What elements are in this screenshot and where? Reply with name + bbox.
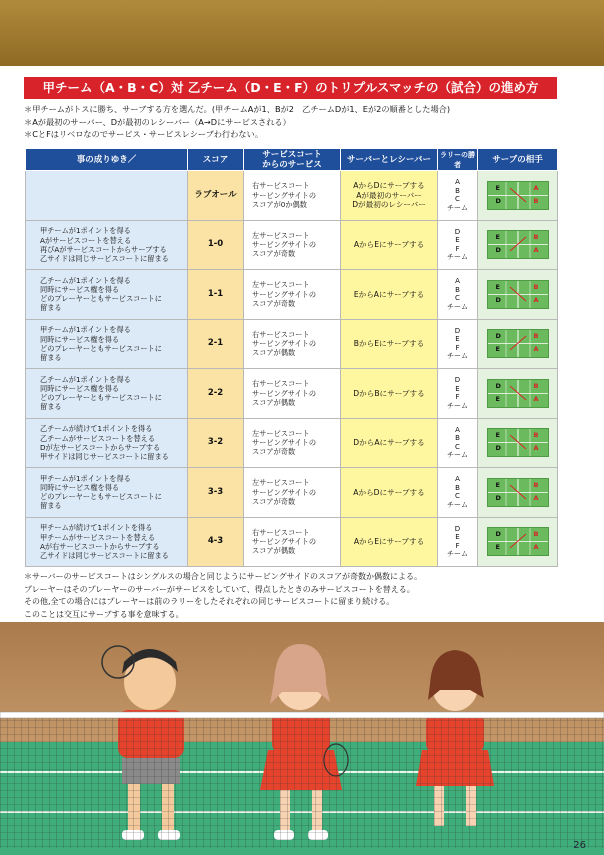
header-event: 事の成りゆき／: [26, 149, 188, 171]
note-line: ＊甲チームがトスに勝ち、サーブする方を選んだ。(甲チームAが1、Bが2 乙チームDが1、Eが2の順番とした場合): [24, 104, 451, 114]
court-position-label: E: [495, 394, 500, 403]
court-position-label: A: [533, 183, 539, 192]
court-diagram: [487, 527, 549, 556]
note-line: ＊CとFはリベロなのでサービス・サービスレシーブわ行わない。: [24, 129, 263, 139]
court-position-label: E: [495, 480, 500, 489]
score-cell: 3-2: [188, 418, 244, 468]
service-court-cell: 左サービスコート サービングサイトの スコアが奇数: [244, 468, 341, 518]
server-receiver-cell: BからEにサーブする: [341, 319, 438, 369]
header-opponent: サーブの相手: [478, 149, 558, 171]
event-cell: 乙チームが1ポイントを得る 同時にサービス権を得る どのプレーヤーともサービスコートに 留まる: [26, 369, 188, 419]
court-diagram: [487, 379, 549, 408]
court-position-label: A: [533, 543, 539, 552]
footnotes: [24, 571, 584, 621]
court-diagram-cell: [478, 171, 558, 221]
court-diagram-cell: [478, 220, 558, 270]
rally-winner-cell: A B C チーム: [438, 468, 478, 518]
server-receiver-cell: DからBにサーブする: [341, 369, 438, 419]
header-score: スコア: [188, 149, 244, 171]
court-position-label: B: [533, 233, 539, 242]
court-position-label: E: [495, 345, 500, 354]
court-position-label: D: [495, 530, 501, 539]
court-position-label: D: [495, 444, 501, 453]
rally-winner-cell: D E F チーム: [438, 319, 478, 369]
net: [0, 718, 604, 848]
court-position-label: A: [533, 493, 539, 502]
court-diagram-cell: [478, 270, 558, 320]
event-cell: 甲チームが1ポイントを得る 同時にサービス権を得る どのプレーヤーともサービスコートに 留まる: [26, 468, 188, 518]
table-header-row: [26, 149, 558, 171]
score-cell: 2-1: [188, 319, 244, 369]
court-diagram: [487, 280, 549, 309]
score-cell: 2-2: [188, 369, 244, 419]
court-position-label: E: [495, 282, 500, 291]
server-receiver-cell: AからEにサーブする: [341, 517, 438, 567]
server-receiver-cell: EからAにサーブする: [341, 270, 438, 320]
court-diagram: [487, 181, 549, 210]
service-court-cell: 右サービスコート サービングサイトの スコアが偶数: [244, 369, 341, 419]
match-progress-table: [25, 148, 558, 567]
court-position-label: B: [533, 480, 539, 489]
intro-notes: [24, 103, 584, 141]
rally-winner-cell: D E F チーム: [438, 517, 478, 567]
court-diagram-cell: [478, 517, 558, 567]
badminton-illustration: [0, 622, 604, 855]
note-line: ＊Aが最初のサーバー、Dが最初のレシーバー（A→Dにサービスされる）: [24, 116, 291, 127]
page-title: 甲チーム（A・B・C）対 乙チーム（D・E・F）のトリプルスマッチの（試合）の進め方: [24, 77, 557, 99]
footnote-line: このことは交互にサーブする事を意味する。: [24, 609, 184, 619]
page-number: 26: [573, 840, 586, 851]
table-row: [26, 171, 558, 221]
server-receiver-cell: AからDにサーブする: [341, 468, 438, 518]
rally-winner-cell: A B C チーム: [438, 171, 478, 221]
table-row: [26, 517, 558, 567]
court-diagram-cell: [478, 319, 558, 369]
event-cell: 甲チームが1ポイントを得る 同時にサービス権を得る どのプレーヤーともサービスコートに 留まる: [26, 319, 188, 369]
court-position-label: E: [495, 431, 500, 440]
service-court-cell: 左サービスコート サービングサイトの スコアが奇数: [244, 220, 341, 270]
court-diagram: [487, 230, 549, 259]
court-position-label: E: [495, 183, 500, 192]
court-position-label: D: [495, 196, 501, 205]
event-cell: 甲チームが続けて1ポイントを得る 甲チームがサービスコートを替える Aが右サービスコートからサーブする 乙サイドは同じサービスコートに留まる: [26, 517, 188, 567]
badminton-scene-art: [0, 622, 604, 855]
court-position-label: B: [533, 196, 539, 205]
court-diagram: [487, 329, 549, 358]
score-cell: 3-3: [188, 468, 244, 518]
court-diagram-cell: [478, 418, 558, 468]
table-row: [26, 468, 558, 518]
service-court-cell: 左サービスコート サービングサイトの スコアが奇数: [244, 270, 341, 320]
score-cell: ラブオール: [188, 171, 244, 221]
server-receiver-cell: AからEにサーブする: [341, 220, 438, 270]
court-position-label: B: [533, 282, 539, 291]
court-position-label: A: [533, 345, 539, 354]
court-position-label: B: [533, 332, 539, 341]
service-court-cell: 右サービスコート サービングサイトの スコアが0か偶数: [244, 171, 341, 221]
court-position-label: D: [495, 493, 501, 502]
header-service: サービスコート からのサービス: [244, 149, 341, 171]
footnote-line: その他,全ての場合にはプレーヤーは前のラリーをしたそれぞれの同じサービスコートに留まり続ける。: [24, 597, 395, 606]
header-rally-winner: ラリーの勝者: [438, 149, 478, 171]
court-position-label: B: [533, 431, 539, 440]
court-diagram-cell: [478, 468, 558, 518]
service-court-cell: 左サービスコート サービングサイトの スコアが奇数: [244, 418, 341, 468]
court-position-label: D: [495, 246, 501, 255]
event-cell: 甲チームが1ポイントを得る Aがサービスコートを替える 再びAがサービスコートからサーブする 乙サイドは同じサービスコートに留まる: [26, 220, 188, 270]
event-cell: [26, 171, 188, 221]
court-position-label: E: [495, 233, 500, 242]
event-cell: 乙チームが1ポイントを得る 同時にサービス権を得る どのプレーヤーともサービスコートに 留まる: [26, 270, 188, 320]
court-diagram: [487, 428, 549, 457]
table-row: [26, 319, 558, 369]
rally-winner-cell: A B C チーム: [438, 418, 478, 468]
net-tape: [0, 712, 604, 718]
server-receiver-cell: DからAにサーブする: [341, 418, 438, 468]
score-cell: 4-3: [188, 517, 244, 567]
footnote-line: ＊サーバーのサービスコートはシングルスの場合と同じようにサービングサイドのスコアが奇数か偶数による。: [24, 572, 423, 581]
top-banner-bar: [0, 0, 604, 66]
rally-winner-cell: A B C チーム: [438, 270, 478, 320]
court-position-label: A: [533, 394, 539, 403]
score-cell: 1-0: [188, 220, 244, 270]
service-court-cell: 右サービスコート サービングサイトの スコアが偶数: [244, 319, 341, 369]
footnote-line: プレーヤーはそのプレーヤーのサーバーがサービスをしていて、得点したときのみサービスコートを替える。: [24, 584, 415, 594]
table-row: [26, 220, 558, 270]
court-diagram: [487, 478, 549, 507]
court-position-label: D: [495, 332, 501, 341]
court-position-label: A: [533, 246, 539, 255]
rally-winner-cell: D E F チーム: [438, 369, 478, 419]
header-server: サーバーとレシーバー: [341, 149, 438, 171]
event-cell: 乙チームが続けて1ポイントを得る 乙チームがサービスコートを替える Dが左サービスコートからサーブする 甲サイドは同じサービスコートに留まる: [26, 418, 188, 468]
court-position-label: A: [533, 444, 539, 453]
court-position-label: B: [533, 381, 539, 390]
court-position-label: D: [495, 381, 501, 390]
court-diagram-cell: [478, 369, 558, 419]
court-position-label: B: [533, 530, 539, 539]
court-position-label: E: [495, 543, 500, 552]
table-row: [26, 418, 558, 468]
court-position-label: D: [495, 295, 501, 304]
score-cell: 1-1: [188, 270, 244, 320]
service-court-cell: 右サービスコート サービングサイトの スコアが偶数: [244, 517, 341, 567]
table-row: [26, 270, 558, 320]
court-position-label: A: [533, 295, 539, 304]
rally-winner-cell: D E F チーム: [438, 220, 478, 270]
table-row: [26, 369, 558, 419]
server-receiver-cell: AからDにサーブする Aが最初のサーバー Dが最初のレシーバー: [341, 171, 438, 221]
